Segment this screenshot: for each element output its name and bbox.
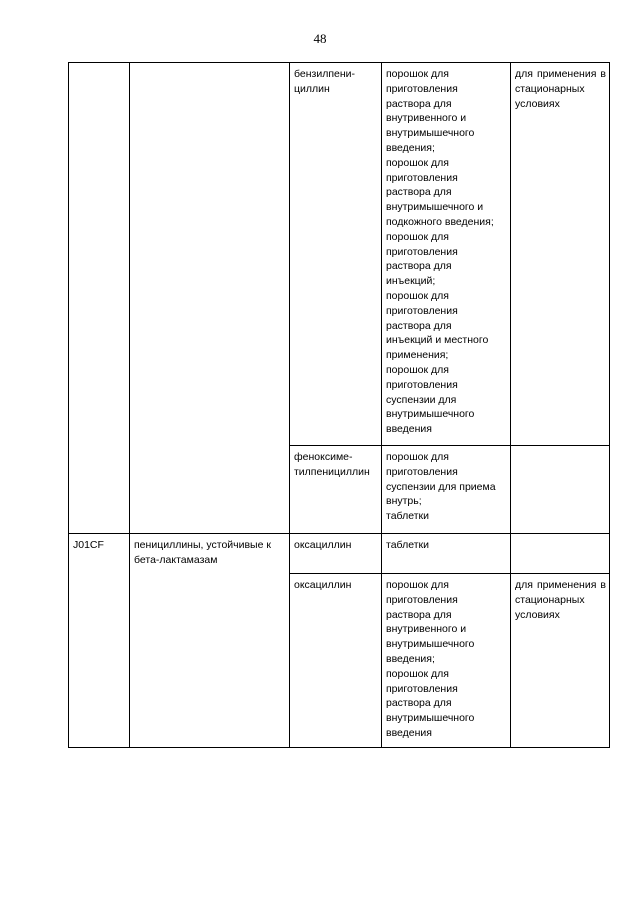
table-row — [69, 534, 610, 574]
note-cell — [511, 446, 610, 534]
note-cell — [511, 534, 610, 574]
drug-name-cell: бензилпени- циллин — [290, 63, 382, 446]
drug-name-cell: оксациллин — [290, 574, 382, 748]
drug-name-cell: феноксиме- тилпенициллин — [290, 446, 382, 534]
group-cell: пенициллины, устойчивые к бета-лактамазам — [130, 534, 290, 748]
dosage-form-cell: таблетки — [382, 534, 511, 574]
dosage-form-cell: порошок для приготовления раствора для внутривенного и внутримышечного введения; порошок для приготовления раствора для внутримышечного введения — [382, 574, 511, 748]
dosage-form-cell: порошок для приготовления раствора для внутривенного и внутримышечного введения; порошок для приготовления раствора для внутримышечного и подкожного введения; порошок для приготовления раствора для инъекций; порошок для приготовления раствора для инъекций и местного применения; порошок для приготовления суспензии для внутримышечного введения — [382, 63, 511, 446]
dosage-form-cell: порошок для приготовления суспензии для приема внутрь; таблетки — [382, 446, 511, 534]
atc-code-cell: J01CF — [69, 534, 130, 748]
table-row — [69, 63, 610, 446]
atc-code-cell — [69, 63, 130, 534]
group-cell — [130, 63, 290, 534]
drug-table — [68, 62, 610, 748]
note-cell: для применения в стационарных условиях — [511, 574, 610, 748]
drug-name-cell: оксациллин — [290, 534, 382, 574]
page-number: 48 — [313, 31, 327, 46]
note-cell: для применения в стационарных условиях — [511, 63, 610, 446]
